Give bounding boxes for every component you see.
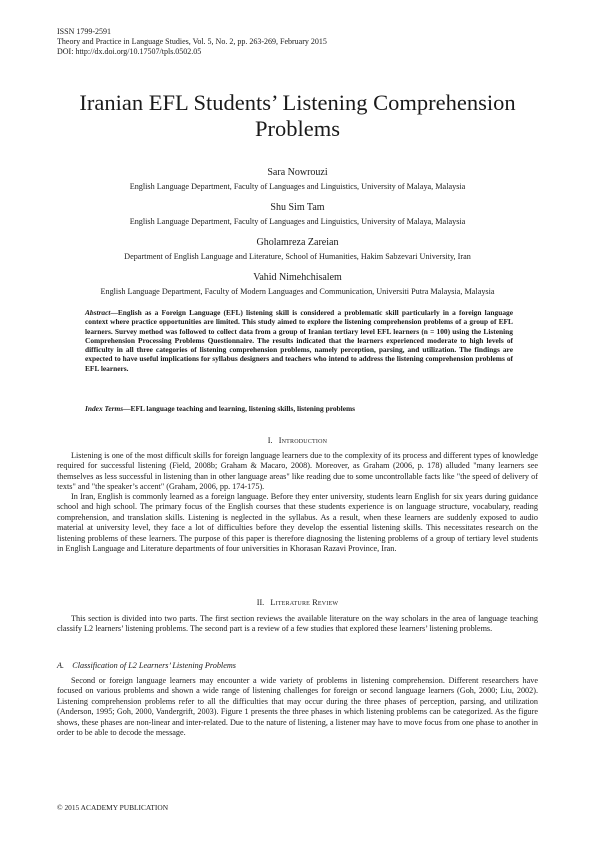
author-affiliation: English Language Department, Faculty of Languages and Linguistics, University of Malaya, Malaysia [129, 182, 466, 191]
author-block [40, 202, 555, 227]
section-heading-literature-review [40, 598, 555, 608]
author-name: Vahid Nimehchisalem [253, 272, 342, 283]
author-affiliation: English Language Department, Faculty of Languages and Linguistics, University of Malaya, Malaysia [129, 217, 466, 226]
author-block [40, 237, 555, 262]
section-heading-introduction [40, 436, 555, 446]
issn: ISSN 1799-2591 [57, 27, 112, 36]
body-paragraph: In Iran, English is commonly learned as a foreign language. Before they enter university, students learn English for six years during guidance school and high school. The primary focus of the English courses that these students experience is on language structure, vocabulary, reading comprehension, and translation skills. Listening is neglected in the syllabus. As a result, when these learners are suddenly exposed to audio material at university level, they face a lot of difficulties before they develop the essential listening skills. This necessitates research on the listening problems of these learners. The purpose of this paper is therefore diagnosing the listening problems of a group of tertiary level students in English Language and Literature departments of four universities in Khorasan Razavi Province, Iran. [57, 492, 538, 554]
doi-link[interactable]: DOI: http://dx.doi.org/10.17507/tpls.0502.05 [57, 47, 202, 56]
section-number: II. [256, 598, 265, 607]
author-affiliation: Department of English Language and Literature, School of Humanities, Hakim Sabzevari University, Iran [124, 252, 471, 261]
abstract-text: —English as a Foreign Language (EFL) listening skill is considered a problematic skill particularly in a foreign language context where practice opportunities are limited. This study aimed to explore the listening comprehension problems of a group of EFL learners. Survey method was followed to collect data from a group of Iranian tertiary level EFL learners (n = 100) using the Listening Comprehension Processing Problems Questionnaire. The results indicated that the learners experienced moderate to high levels of difficulty in all three categories of listening comprehension problems, namely perception, parsing, and utilization. The findings are expected to have useful implications for syllabus designers and teachers who intend to address the listening comprehension problems of EFL learners. [85, 308, 513, 373]
author-affiliation: English Language Department, Faculty of Modern Languages and Communication, Universiti Putra Malaysia, Malaysia [100, 287, 495, 296]
journal-header [57, 27, 327, 57]
subsection-heading [57, 661, 236, 671]
author-block [40, 167, 555, 192]
body-paragraph: Second or foreign language learners may encounter a wide variety of problems in listening comprehension. Different researchers have focused on various problems and shown a wide range of listening challenges for foreign or second language learners (Goh, 2000; Liu, 2002). Listening comprehension problems refer to all the difficulties that may occur during the three phases of perception, parsing, and utilization (Anderson, 1995; Goh, 2000, Vandergrift, 2003). Figure 1 presents the three phases in which listening problems can be categorized. As the figure shows, these phases are non-linear and inter-related. Due to the nature of listening, a listener may have to move focus from one phase to another in order to be able to decode the message. [57, 676, 538, 738]
section-title: Literature Review [270, 598, 339, 607]
body-paragraph: Listening is one of the most difficult skills for foreign language learners due to the complexity of its process and different types of knowledge required for successful listening (Field, 2008b; Graham & Macaro, 2008). Moreover, as Graham (2006, p. 178) alluded "many learners see themselves as less successful in listening than in other language areas" like reading due to some uncontrollable facts like "the speed of delivery of texts" and "the speaker’s accent" (Graham, 2006, pp. 174-175). [57, 451, 538, 492]
author-name: Gholamreza Zareian [256, 237, 339, 248]
author-name: Sara Nowrouzi [267, 167, 328, 178]
subsection-label: A. [57, 661, 65, 670]
index-terms-text: —EFL language teaching and learning, listening skills, listening problems [123, 404, 356, 413]
section-title: Introduction [278, 436, 328, 445]
author-block [40, 272, 555, 297]
index-terms [85, 404, 513, 413]
section-number: I. [267, 436, 273, 445]
abstract-label: Abstract [85, 308, 111, 317]
journal-citation: Theory and Practice in Language Studies, Vol. 5, No. 2, pp. 263-269, February 2015 [57, 37, 327, 46]
subsection-title: Classification of L2 Learners’ Listening Problems [72, 661, 236, 670]
body-paragraph: This section is divided into two parts. The first section reviews the available literature on the way scholars in the area of language teaching classify L2 learners’ listening problems. The second part is a review of a few studies that explored these learners’ listening problems. [57, 614, 538, 634]
abstract [85, 308, 513, 373]
author-name: Shu Sim Tam [270, 202, 325, 213]
index-terms-label: Index Terms [85, 404, 124, 413]
copyright-footer: © 2015 ACADEMY PUBLICATION [57, 803, 169, 812]
paper-title: Iranian EFL Students’ Listening Comprehension Problems [79, 90, 516, 141]
